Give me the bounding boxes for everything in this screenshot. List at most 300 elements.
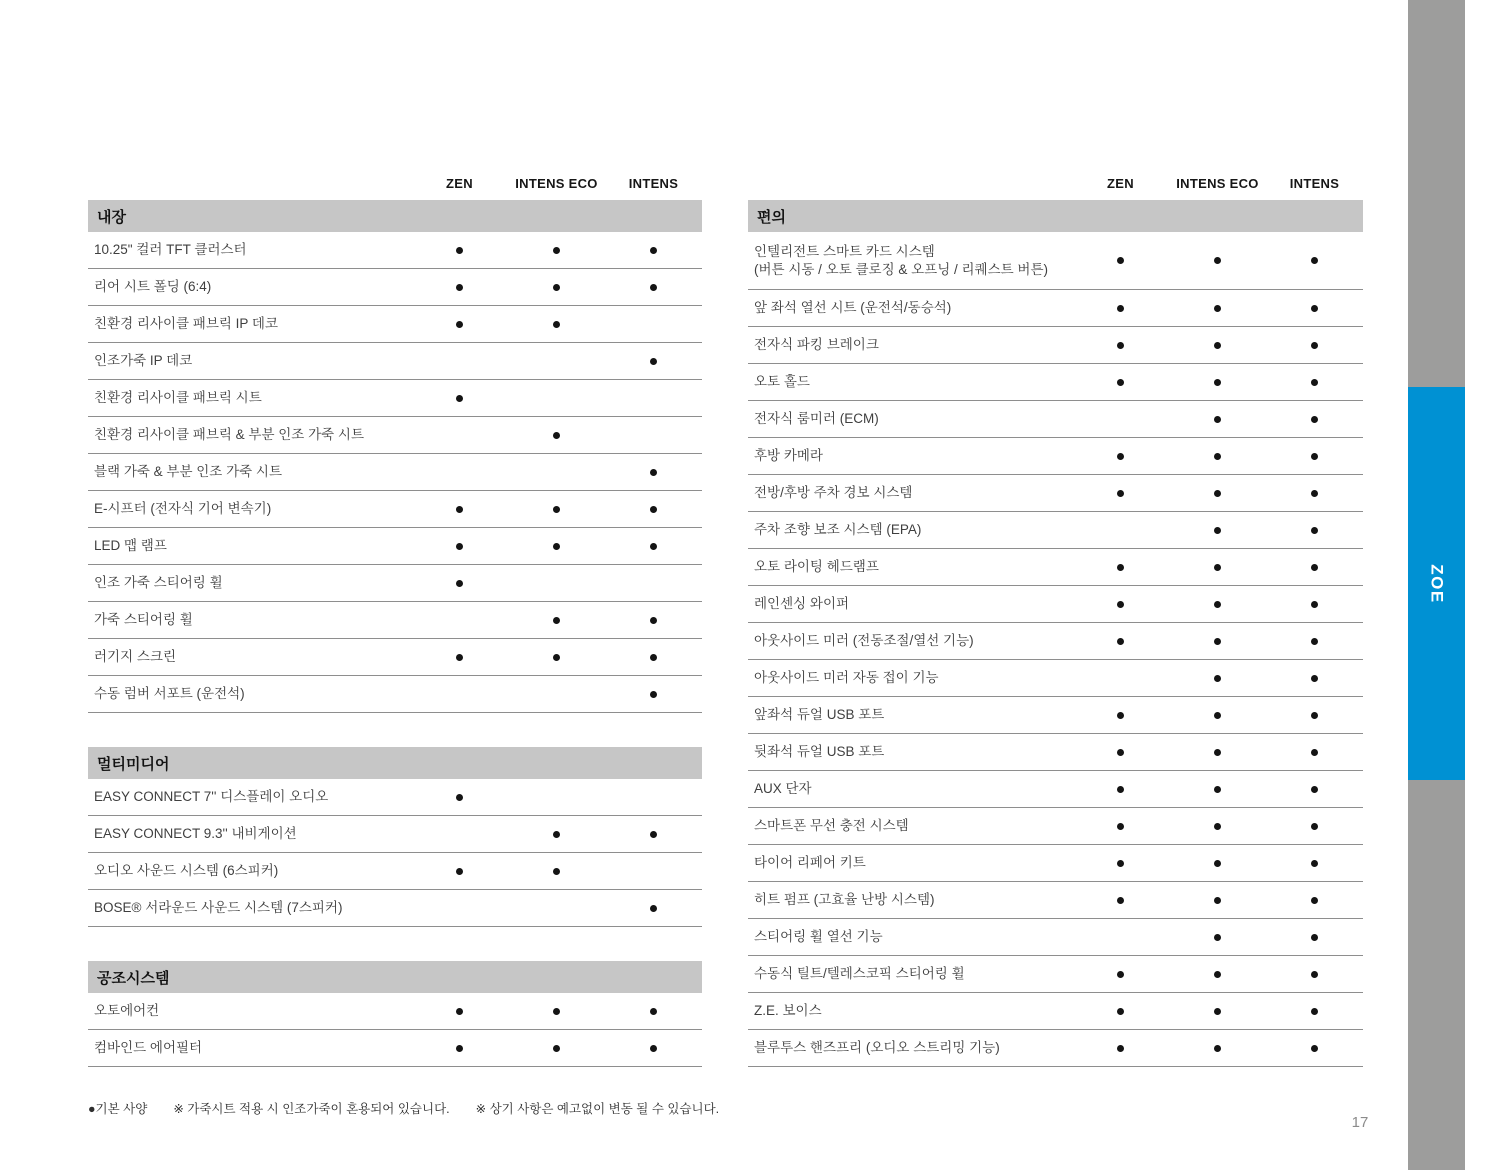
standard-feature-dot: [1214, 638, 1221, 645]
standard-feature-dot: [1214, 1045, 1221, 1052]
dot-cell: [1072, 993, 1169, 1029]
standard-feature-dot: [1214, 934, 1221, 941]
dot-cell: [1072, 549, 1169, 585]
dot-cell: [1169, 623, 1266, 659]
standard-feature-dot: [1117, 490, 1124, 497]
zoe-tab-label: ZOE: [1427, 563, 1447, 604]
standard-feature-dot: [1214, 601, 1221, 608]
dot-cell: [508, 993, 605, 1029]
standard-feature-dot: [456, 794, 463, 801]
standard-feature-dot: [1214, 786, 1221, 793]
standard-feature-dot: [1117, 897, 1124, 904]
feature-row: [88, 380, 702, 417]
standard-feature-dot: [650, 469, 657, 476]
dot-cell: [1169, 232, 1266, 289]
dot-cell: [1072, 808, 1169, 844]
dot-cell: [1169, 401, 1266, 437]
feature-row: [748, 882, 1363, 919]
section-header: 내장: [88, 200, 702, 232]
standard-feature-dot: [1311, 638, 1318, 645]
trim-header-row: [748, 174, 1363, 200]
dot-cell: [605, 528, 702, 564]
standard-feature-dot: [650, 831, 657, 838]
dot-cell: [605, 779, 702, 815]
feature-row: [748, 364, 1363, 401]
feature-row: [88, 890, 702, 927]
feature-label: EASY CONNECT 9.3'' 내비게이션: [94, 826, 297, 842]
dot-cell: [605, 993, 702, 1029]
trim-column-header: ZEN: [446, 176, 473, 191]
standard-feature-dot: [650, 506, 657, 513]
feature-row: [748, 232, 1363, 290]
trim-column-header: INTENS: [628, 176, 679, 191]
dot-cell: [411, 528, 508, 564]
feature-row: [748, 586, 1363, 623]
dot-cell: [605, 306, 702, 342]
dot-cell: [605, 491, 702, 527]
feature-label: 타이어 리페어 키트: [754, 855, 866, 871]
dot-cell: [411, 853, 508, 889]
dot-cell: [1072, 475, 1169, 511]
dot-cell: [1266, 290, 1363, 326]
side-rail: [1408, 0, 1465, 1170]
dot-cell: [605, 417, 702, 453]
dot-cell: [1072, 660, 1169, 696]
standard-feature-dot: [553, 543, 560, 550]
feature-label: 뒷좌석 듀얼 USB 포트: [754, 744, 885, 760]
standard-feature-dot: [1117, 601, 1124, 608]
feature-row: [748, 623, 1363, 660]
feature-label: [748, 243, 1072, 278]
standard-feature-dot: [1117, 971, 1124, 978]
standard-feature-dot: [1311, 1008, 1318, 1015]
standard-feature-dot: [1117, 823, 1124, 830]
footnote-note-2: ※ 상기 사항은 예고없이 변동 될 수 있습니다.: [475, 1102, 720, 1116]
standard-feature-dot: [650, 358, 657, 365]
page-number: 17: [1351, 1114, 1369, 1131]
standard-feature-dot: [1311, 786, 1318, 793]
feature-row: [748, 475, 1363, 512]
dot-cell: [411, 454, 508, 490]
dot-cell: [605, 890, 702, 926]
feature-label: 컴바인드 에어필터: [94, 1040, 203, 1056]
feature-label: 수동 럼버 서포트 (운전석): [94, 686, 245, 702]
standard-feature-dot: [1117, 379, 1124, 386]
dot-cell: [1072, 512, 1169, 548]
feature-row: [748, 734, 1363, 771]
dot-cell: [1266, 697, 1363, 733]
feature-row: [88, 993, 702, 1030]
standard-feature-dot: [650, 247, 657, 254]
dot-cell: [1072, 882, 1169, 918]
dot-cell: [605, 565, 702, 601]
feature-row: [748, 697, 1363, 734]
dot-cell: [508, 454, 605, 490]
dot-cell: [508, 528, 605, 564]
feature-label: 블루투스 핸즈프리 (오디오 스트리밍 기능): [754, 1040, 1000, 1056]
standard-feature-dot: [456, 247, 463, 254]
feature-label: 블랙 가죽 & 부분 인조 가죽 시트: [94, 464, 283, 480]
standard-feature-dot: [1311, 712, 1318, 719]
dot-cell: [508, 1030, 605, 1066]
dot-cell: [1072, 401, 1169, 437]
dot-cell: [1266, 993, 1363, 1029]
dot-cell: [1169, 512, 1266, 548]
standard-feature-dot: [1117, 1008, 1124, 1015]
feature-label: 앞 좌석 열선 시트 (운전석/동승석): [754, 300, 952, 316]
section-header: 편의: [748, 200, 1363, 232]
dot-cell: [1169, 697, 1266, 733]
dot-cell: [508, 676, 605, 712]
dot-cell: [1169, 290, 1266, 326]
standard-feature-dot: [456, 1008, 463, 1015]
dot-cell: [411, 565, 508, 601]
feature-label: 전자식 룸미러 (ECM): [754, 411, 879, 427]
feature-label: 친환경 리사이클 패브릭 IP 데코: [94, 316, 279, 332]
feature-section: [88, 961, 702, 1067]
dot-cell: [1072, 586, 1169, 622]
standard-feature-dot: [456, 868, 463, 875]
standard-feature-dot: [1311, 897, 1318, 904]
standard-feature-dot: [1117, 305, 1124, 312]
dot-cell: [411, 232, 508, 268]
dot-cell: [1266, 845, 1363, 881]
dot-cell: [508, 565, 605, 601]
standard-feature-dot: [553, 247, 560, 254]
feature-row: [88, 306, 702, 343]
dot-cell: [1266, 512, 1363, 548]
dot-cell: [1072, 697, 1169, 733]
feature-row: [748, 771, 1363, 808]
feature-row: [88, 491, 702, 528]
dot-cell: [1266, 438, 1363, 474]
right-feature-table: [748, 174, 1363, 1067]
standard-feature-dot: [1214, 564, 1221, 571]
feature-row: [748, 401, 1363, 438]
standard-feature-dot: [456, 654, 463, 661]
trim-column-header: INTENS ECO: [1176, 176, 1259, 191]
standard-feature-dot: [1117, 564, 1124, 571]
feature-label: BOSE® 서라운드 사운드 시스템 (7스피커): [94, 900, 343, 916]
feature-section: [748, 200, 1363, 1067]
standard-feature-dot: [1311, 675, 1318, 682]
standard-feature-dot: [553, 868, 560, 875]
dot-cell: [1266, 475, 1363, 511]
dot-cell: [605, 454, 702, 490]
dot-cell: [1072, 232, 1169, 289]
dot-cell: [508, 779, 605, 815]
feature-label: AUX 단자: [754, 781, 812, 797]
dot-cell: [508, 417, 605, 453]
dot-cell: [1072, 956, 1169, 992]
feature-row: [88, 779, 702, 816]
feature-label: 스마트폰 무선 충전 시스템: [754, 818, 909, 834]
dot-cell: [411, 491, 508, 527]
standard-feature-dot: [1311, 305, 1318, 312]
feature-label: 오디오 사운드 시스템 (6스피커): [94, 863, 279, 879]
feature-label: 리어 시트 폴딩 (6:4): [94, 279, 212, 295]
trim-header-row: [88, 174, 702, 200]
standard-feature-dot: [553, 1045, 560, 1052]
dot-cell: [1266, 327, 1363, 363]
standard-feature-dot: [650, 1008, 657, 1015]
dot-cell: [1169, 549, 1266, 585]
feature-label: Z.E. 보이스: [754, 1003, 822, 1019]
feature-label: 레인센싱 와이퍼: [754, 596, 850, 612]
dot-cell: [1266, 734, 1363, 770]
footnote-legend: ●기본 사양: [88, 1102, 148, 1116]
dot-cell: [1169, 734, 1266, 770]
feature-row: [748, 660, 1363, 697]
standard-feature-dot: [553, 654, 560, 661]
standard-feature-dot: [1311, 490, 1318, 497]
standard-feature-dot: [1311, 564, 1318, 571]
feature-row: [88, 1030, 702, 1067]
feature-label: 아웃사이드 미러 (전동조절/열선 기능): [754, 633, 974, 649]
feature-label: 히트 펌프 (고효율 난방 시스템): [754, 892, 935, 908]
dot-cell: [1072, 438, 1169, 474]
feature-label: 아웃사이드 미러 자동 접이 기능: [754, 670, 939, 686]
dot-cell: [1266, 808, 1363, 844]
feature-row: [88, 853, 702, 890]
dot-cell: [1169, 771, 1266, 807]
dot-cell: [411, 639, 508, 675]
feature-label: 주차 조향 보조 시스템 (EPA): [754, 522, 922, 538]
feature-label: 수동식 틸트/텔레스코픽 스티어링 휠: [754, 966, 965, 982]
standard-feature-dot: [1117, 786, 1124, 793]
standard-feature-dot: [1214, 490, 1221, 497]
dot-cell: [605, 639, 702, 675]
feature-label: 전자식 파킹 브레이크: [754, 337, 879, 353]
standard-feature-dot: [1214, 342, 1221, 349]
standard-feature-dot: [1311, 257, 1318, 264]
feature-row: [748, 438, 1363, 475]
dot-cell: [1266, 1030, 1363, 1066]
dot-cell: [1266, 401, 1363, 437]
zoe-model-tab[interactable]: [1408, 387, 1465, 780]
feature-label: 스티어링 휠 열선 기능: [754, 929, 883, 945]
standard-feature-dot: [1117, 453, 1124, 460]
standard-feature-dot: [1214, 453, 1221, 460]
feature-row: [88, 816, 702, 853]
standard-feature-dot: [1311, 342, 1318, 349]
feature-label: 오토에어컨: [94, 1003, 160, 1019]
dot-cell: [508, 232, 605, 268]
dot-cell: [1169, 660, 1266, 696]
dot-cell: [411, 269, 508, 305]
feature-row: [88, 454, 702, 491]
feature-row: [748, 845, 1363, 882]
standard-feature-dot: [1214, 416, 1221, 423]
dot-cell: [508, 853, 605, 889]
standard-feature-dot: [553, 1008, 560, 1015]
feature-label: 후방 카메라: [754, 448, 823, 464]
standard-feature-dot: [1214, 897, 1221, 904]
section-header: 멀티미디어: [88, 747, 702, 779]
standard-feature-dot: [1311, 601, 1318, 608]
standard-feature-dot: [553, 831, 560, 838]
dot-cell: [1169, 993, 1266, 1029]
dot-cell: [411, 890, 508, 926]
standard-feature-dot: [1311, 1045, 1318, 1052]
feature-label: 친환경 리사이클 패브릭 시트: [94, 390, 262, 406]
standard-feature-dot: [456, 395, 463, 402]
standard-feature-dot: [1117, 257, 1124, 264]
section-header: 공조시스템: [88, 961, 702, 993]
feature-label: 오토 라이팅 헤드램프: [754, 559, 879, 575]
standard-feature-dot: [553, 506, 560, 513]
dot-cell: [1266, 882, 1363, 918]
feature-row: [88, 343, 702, 380]
dot-cell: [411, 816, 508, 852]
standard-feature-dot: [456, 1045, 463, 1052]
feature-label: 10.25" 컬러 TFT 클러스터: [94, 242, 247, 258]
standard-feature-dot: [1214, 379, 1221, 386]
dot-cell: [1169, 586, 1266, 622]
standard-feature-dot: [1311, 823, 1318, 830]
standard-feature-dot: [650, 1045, 657, 1052]
footnote: [88, 1099, 745, 1117]
feature-row: [748, 327, 1363, 364]
feature-row: [88, 676, 702, 713]
dot-cell: [605, 1030, 702, 1066]
standard-feature-dot: [1214, 971, 1221, 978]
feature-row: [88, 565, 702, 602]
feature-row: [748, 1030, 1363, 1067]
trim-column-header: INTENS ECO: [515, 176, 598, 191]
dot-cell: [1072, 623, 1169, 659]
standard-feature-dot: [456, 284, 463, 291]
dot-cell: [1266, 956, 1363, 992]
dot-cell: [605, 343, 702, 379]
dot-cell: [1266, 232, 1363, 289]
standard-feature-dot: [1311, 379, 1318, 386]
feature-row: [88, 417, 702, 454]
feature-row: [748, 993, 1363, 1030]
dot-cell: [1072, 327, 1169, 363]
dot-cell: [508, 602, 605, 638]
feature-row: [748, 808, 1363, 845]
dot-cell: [605, 602, 702, 638]
footnote-note-1: ※ 가죽시트 적용 시 인조가죽이 혼용되어 있습니다.: [173, 1102, 450, 1116]
dot-cell: [1266, 586, 1363, 622]
dot-cell: [411, 993, 508, 1029]
dot-cell: [605, 232, 702, 268]
standard-feature-dot: [456, 580, 463, 587]
dot-cell: [1266, 364, 1363, 400]
trim-column-header: ZEN: [1107, 176, 1134, 191]
standard-feature-dot: [1117, 860, 1124, 867]
feature-label: 전방/후방 주차 경보 시스템: [754, 485, 913, 501]
dot-cell: [605, 676, 702, 712]
dot-cell: [1072, 364, 1169, 400]
dot-cell: [1169, 327, 1266, 363]
dot-cell: [1072, 1030, 1169, 1066]
dot-cell: [1266, 771, 1363, 807]
feature-row: [88, 269, 702, 306]
standard-feature-dot: [1117, 712, 1124, 719]
dot-cell: [411, 1030, 508, 1066]
standard-feature-dot: [1214, 1008, 1221, 1015]
feature-label: LED 맵 램프: [94, 538, 167, 554]
dot-cell: [1072, 845, 1169, 881]
dot-cell: [411, 676, 508, 712]
standard-feature-dot: [650, 284, 657, 291]
feature-label: 인조 가죽 스티어링 휠: [94, 575, 223, 591]
standard-feature-dot: [650, 617, 657, 624]
standard-feature-dot: [1214, 257, 1221, 264]
feature-label: 앞좌석 듀얼 USB 포트: [754, 707, 885, 723]
feature-label-line2: (버튼 시동 / 오토 클로징 & 오프닝 / 리퀘스트 버튼): [754, 261, 1048, 277]
feature-row: [88, 639, 702, 676]
dot-cell: [1169, 475, 1266, 511]
feature-row: [748, 549, 1363, 586]
dot-cell: [1169, 438, 1266, 474]
standard-feature-dot: [456, 506, 463, 513]
dot-cell: [508, 269, 605, 305]
standard-feature-dot: [1117, 1045, 1124, 1052]
dot-cell: [605, 816, 702, 852]
trim-column-header: INTENS: [1289, 176, 1340, 191]
dot-cell: [508, 816, 605, 852]
feature-row: [748, 956, 1363, 993]
feature-row: [748, 512, 1363, 549]
dot-cell: [1169, 808, 1266, 844]
dot-cell: [1072, 734, 1169, 770]
standard-feature-dot: [1214, 749, 1221, 756]
dot-cell: [1169, 1030, 1266, 1066]
dot-cell: [411, 306, 508, 342]
dot-cell: [508, 491, 605, 527]
dot-cell: [1266, 623, 1363, 659]
dot-cell: [1072, 919, 1169, 955]
standard-feature-dot: [650, 691, 657, 698]
dot-cell: [1169, 845, 1266, 881]
feature-row: [748, 919, 1363, 956]
standard-feature-dot: [1214, 712, 1221, 719]
dot-cell: [1169, 364, 1266, 400]
standard-feature-dot: [1311, 416, 1318, 423]
feature-row: [88, 232, 702, 269]
standard-feature-dot: [1311, 971, 1318, 978]
feature-label: 오토 홀드: [754, 374, 810, 390]
standard-feature-dot: [650, 905, 657, 912]
dot-cell: [1169, 956, 1266, 992]
standard-feature-dot: [1214, 305, 1221, 312]
dot-cell: [1072, 771, 1169, 807]
standard-feature-dot: [1117, 749, 1124, 756]
left-feature-table: [88, 174, 702, 1067]
dot-cell: [508, 890, 605, 926]
standard-feature-dot: [650, 543, 657, 550]
standard-feature-dot: [1311, 860, 1318, 867]
standard-feature-dot: [553, 617, 560, 624]
feature-label: E-시프터 (전자식 기어 변속기): [94, 501, 272, 517]
feature-label: 러기지 스크린: [94, 649, 176, 665]
standard-feature-dot: [1311, 453, 1318, 460]
dot-cell: [508, 343, 605, 379]
dot-cell: [1072, 290, 1169, 326]
dot-cell: [605, 380, 702, 416]
standard-feature-dot: [1311, 749, 1318, 756]
feature-row: [88, 602, 702, 639]
standard-feature-dot: [1214, 527, 1221, 534]
dot-cell: [1169, 882, 1266, 918]
feature-section: [88, 200, 702, 713]
dot-cell: [411, 380, 508, 416]
standard-feature-dot: [1117, 638, 1124, 645]
dot-cell: [508, 380, 605, 416]
